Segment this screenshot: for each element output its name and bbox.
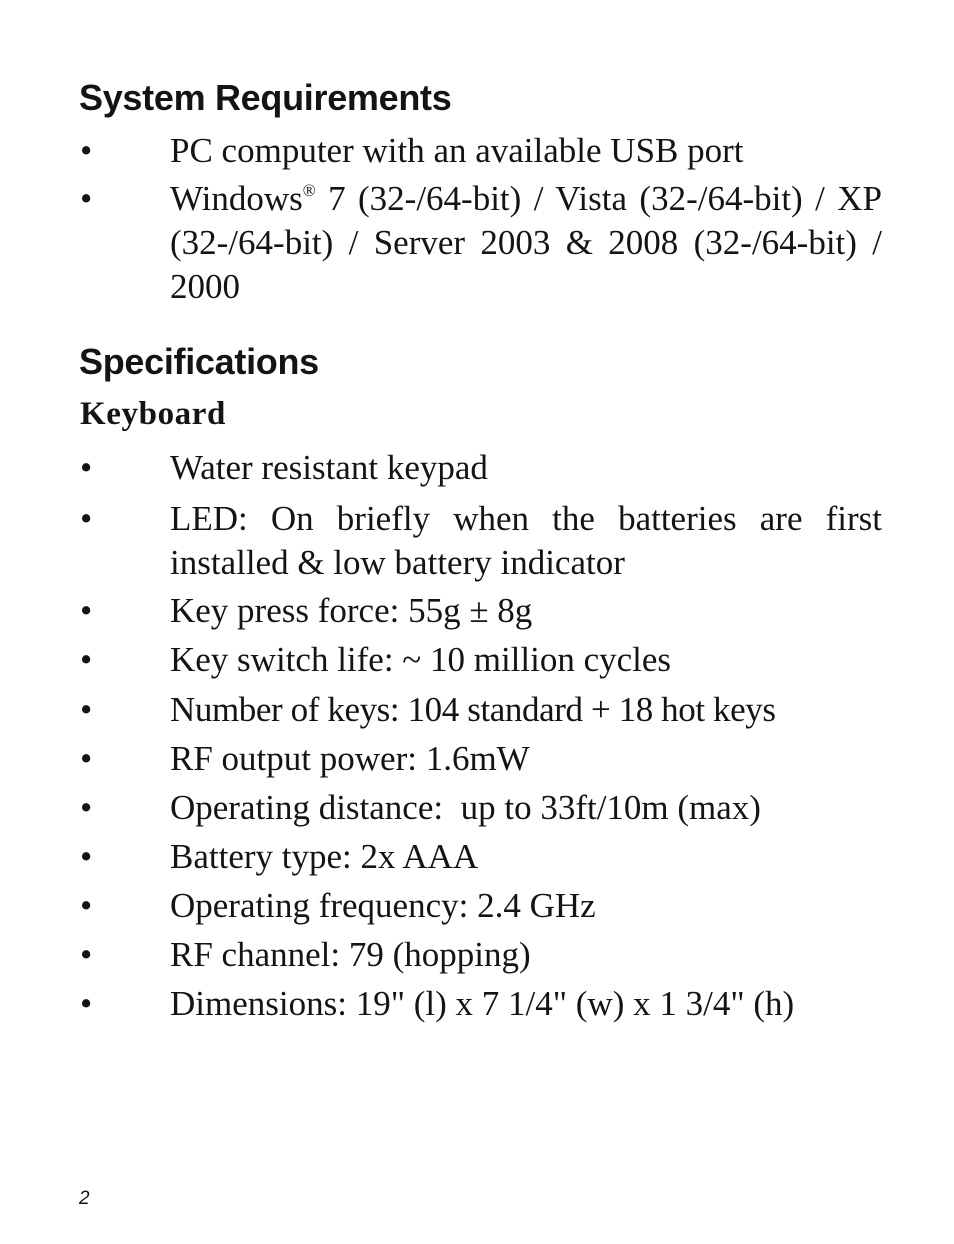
list-item-text: Operating distance: up to 33ft/10m (max) <box>170 788 761 827</box>
list-item-text: Operating frequency: 2.4 GHz <box>170 886 596 925</box>
list-item-text: LED: On briefly when the batteries are first installed & low battery indicator <box>170 499 882 582</box>
list-item-text: Number of keys: 104 standard + 18 hot keys <box>170 690 776 729</box>
list-item-text: RF channel: 79 (hopping) <box>170 935 531 974</box>
list-item-text: Battery type: 2x AAA <box>170 837 479 876</box>
bullet: • <box>80 788 93 827</box>
bullet: • <box>80 984 93 1023</box>
list-item-text <box>170 177 882 309</box>
list-item-text: Key press force: 55g ± 8g <box>170 591 533 630</box>
bullet: • <box>80 591 93 630</box>
list-item-text: Key switch life: ~ 10 million cycles <box>170 640 672 679</box>
specifications-heading: Specifications <box>79 341 319 382</box>
page-number: 2 <box>79 1188 90 1209</box>
bullet: • <box>80 739 93 778</box>
list-item-text: Water resistant keypad <box>170 448 488 487</box>
bullet: • <box>80 935 93 974</box>
list-item-text: Dimensions: 19" (l) x 7 1/4" (w) x 1 3/4" (h) <box>170 984 795 1023</box>
bullet: • <box>80 131 93 170</box>
system-requirements-heading: System Requirements <box>79 77 452 118</box>
list-item-text: RF output power: 1.6mW <box>170 739 530 778</box>
bullet: • <box>80 886 93 925</box>
bullet: • <box>80 448 93 487</box>
bullet: • <box>80 179 93 218</box>
bullet: • <box>80 837 93 876</box>
windows-label: Windows <box>170 179 303 218</box>
keyboard-subheading: Keyboard <box>80 396 226 432</box>
os-list: 7 (32-/64-bit) / Vista (32-/64-bit) / XP (32-/64-bit) / Server 2003 & 2008 (32-/64-bit) / 2000 <box>170 179 882 306</box>
bullet: • <box>80 499 93 538</box>
bullet: • <box>80 690 93 729</box>
registered-mark: ® <box>302 181 316 200</box>
list-item-text: PC computer with an available USB port <box>170 131 744 170</box>
bullet: • <box>80 640 93 679</box>
